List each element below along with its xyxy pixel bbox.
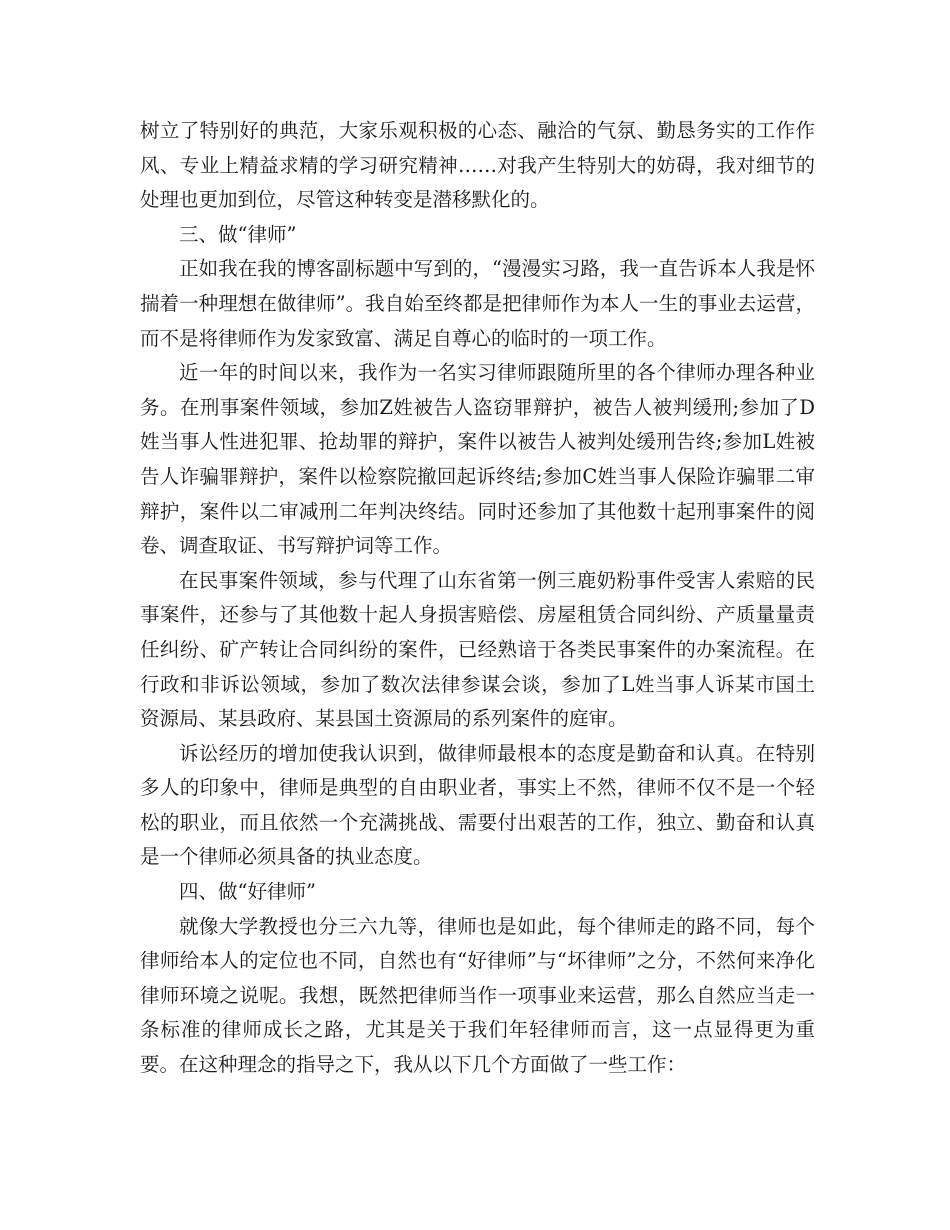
document-body xyxy=(140,114,815,1083)
paragraph-continuation: 树立了特别好的典范，大家乐观积极的心态、融洽的气氛、勤恳务实的工作作风、专业上精益求精的学习研究精神……对我产生特别大的妨碍，我对细节的处理也更加到位，尽管这种转变是潜移默化的。 xyxy=(140,119,815,212)
paragraph-civil-cases: 在民事案件领域，参与代理了山东省第一例三鹿奶粉事件受害人索赔的民事案件，还参与了其他数十起人身损害赔偿、房屋租赁合同纠纷、产质量量责任纠纷、矿产转让合同纠纷的案件，已经熟谙于各类民事案件的办案流程。在行政和非诉讼领域，参加了数次法律参谋会谈，参加了L姓当事人诉某市国土资源局、某县政府、某县国土资源局的系列案件的庭审。 xyxy=(140,568,815,731)
paragraph-good-lawyer: 就像大学教授也分三六九等，律师也是如此，每个律师走的路不同，每个律师给本人的定位也不同，自然也有“好律师”与“坏律师”之分，不然何来净化律师环境之说呢。我想，既然把律师当作一项事业来运营，那么自然应当走一条标准的律师成长之路，尤其是关于我们年轻律师而言，这一点显得更为重要。在这种理念的指导之下，我从以下几个方面做了一些工作： xyxy=(140,914,815,1077)
paragraph-criminal-cases: 近一年的时间以来，我作为一名实习律师跟随所里的各个律师办理各种业务。在刑事案件领域，参加Z姓被告人盗窃罪辩护，被告人被判缓刑;参加了D姓当事人性进犯罪、抢劫罪的辩护，案件以被告人被判处缓刑告终;参加L姓被告人诈骗罪辩护，案件以检察院撤回起诉终结;参加C姓当事人保险诈骗罪二审辩护，案件以二审减刑二年判决终结。同时还参加了其他数十起刑事案件的阅卷、调查取证、书写辩护词等工作。 xyxy=(140,361,815,558)
paragraph-attitude: 诉讼经历的增加使我认识到，做律师最根本的态度是勤奋和认真。在特别多人的印象中，律师是典型的自由职业者，事实上不然，律师不仅不是一个轻松的职业，而且依然一个充满挑战、需要付出艰苦的工作，独立、勤奋和认真是一个律师必须具备的执业态度。 xyxy=(140,741,815,869)
section-heading-three: 三、做“律师” xyxy=(179,222,297,246)
section-heading-four: 四、做“好律师” xyxy=(179,880,316,904)
paragraph-blog-subtitle: 正如我在我的博客副标题中写到的，“漫漫实习路，我一直告诉本人我是怀揣着一种理想在做律师”。我自始至终都是把律师作为本人一生的事业去运营，而不是将律师作为发家致富、满足自尊心的临时的一项工作。 xyxy=(140,257,815,350)
